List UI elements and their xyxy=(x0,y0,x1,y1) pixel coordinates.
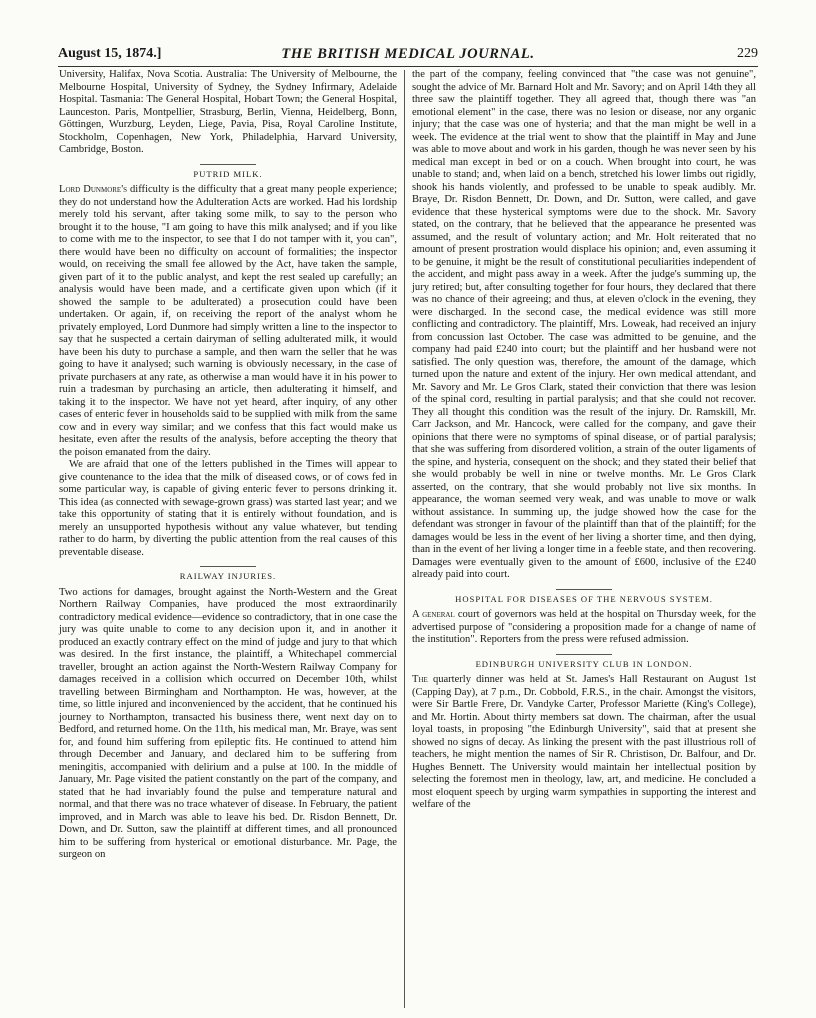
hospital-paragraph xyxy=(412,609,756,647)
section-heading-hospital: HOSPITAL FOR DISEASES OF THE NERVOUS SYSTEM. xyxy=(455,593,713,604)
lead-in-text: A general xyxy=(412,609,455,620)
lead-in-text: The xyxy=(412,674,428,685)
left-column xyxy=(59,69,397,862)
putrid-milk-paragraph-2: We are afraid that one of the letters published in the Times will appear to give countenance to the idea that the milk of diseased cows, or of cows fed in some particular way, is capable of giving enteric fever to persons drinking it. This idea (as connected with sewage-grown grass) was started last year; and we take this opportunity of stating that it is entirely without foundation, and is merely an unsupported hypothesis without any value whatever, but tending rather to do harm, by diverting the public attention from the real causes of this preventable disease. xyxy=(59,459,397,558)
paragraph-text: quarterly dinner was held at St. James's Hall Restaurant on August 1st (Capping Day), at 7 p.m., Dr. Cobbold, F.R.S., in the chair. Amongst the visitors, were Sir Bartle Frere, Dr. Vandyke Carter, Professor Mariette (King's College), and Mr. Hortin. About thirty members sat down. The chairman, after the usual loyal toasts, in proposing "the Edinburgh University", said that at present she showed no signs of decay. As linking the present with the past illustrious roll of teachers, he might mention the names of Sir R. Christison, Dr. Balfour, and Dr. Hughes Bennett. The University would maintain her intellectual position by selecting the foremost men in theology, law, art, and medicine. He concluded a most eloquent speech by urging warm sympathies in supporting the interest and welfare of the xyxy=(412,674,757,810)
section-heading-edinburgh-club: EDINBURGH UNIVERSITY CLUB IN LONDON. xyxy=(475,658,693,669)
universities-paragraph: University, Halifax, Nova Scotia. Australia: The University of Melbourne, the Melbourne Hospital, University of Sydney, the Sydney Infirmary, Adelaide Hospital. Tasmania: The General Hospital, Hobart Town; the General Hospital, Launceston. Paris, Montpellier, Strasburg, Berlin, Vienna, Heidelberg, Bonn, Göttingen, Wurzburg, Leyden, Liege, Pavia, Pisa, Royal Caroline Institute, Stockholm, Copenhagen, New York, Philadelphia, Harvard University, Cambridge, Boston. xyxy=(59,69,397,155)
page-number: 229 xyxy=(737,46,758,61)
section-divider xyxy=(200,164,256,165)
paragraph-text: difficulty is the difficulty that a great many people experience; they do not understand how the Adulteration Acts are worked. Had his lordship merely told his servant, after taking some milk, to say to the person who brought it to the house, "I am going to have this milk analysed; and if you like to come with me to the inspector, to see that I do not tamper with it, you can", there would have been no difficulty on account of formalities; the inspector would, on receiving the small fee allowed by the Act, have taken the sample, given part of it to the public analyst, and kept the rest sealed up carefully; an analysis would have been made, and a certificate given upon which (if it showed the sample to be adulterated) a prosecution could have been undertaken. Or again, if, on receiving the report of the analyst whom he privately employed, Lord Dunmore had simply written a line to the inspector to say that he suspected a certain dairyman of selling adulterated milk, it would have been his duty to purchase a sample, and then warn the seller that he was going to have it analysed; such warning is obviously necessary, in the case of private purchasers at any rate, as otherwise a man would have it in his power to ruin a tradesman by purchasing an article, then adulterating it himself, and taking it to the inspector. We have not yet heard, after inquiry, of any other cases of enteric fever in households said to be supplied with milk from the same cow and in every way similar; and we confess that this fact would make us hesitate, even after the results of the analysis, before accepting the theory that the poison emanated from the dairy. xyxy=(59,184,398,458)
paragraph-text: court of governors was held at the hospital on Thursday week, for the advertised purpose of "considering a proposition made for a change of name of the institution". Reporters from the press were refused admission. xyxy=(412,609,756,645)
right-column xyxy=(412,69,756,812)
lead-in-text: Lord Dunmore's xyxy=(59,184,127,195)
railway-injuries-paragraph: Two actions for damages, brought against the North-Western and the Great Northern Railway Companies, have produced the most extraordinarily contradictory medical evidence—evidence so contradictory, that in one case the jury was quite unable to come to any decision upon it, and in another it produced an exactly contrary effect on the mind of judge and jury to that which was desired. In the first instance, the plaintiff, a Whitechapel commercial traveller, brought an action against the North-Western Railway Company for damages received in a collision which occurred on December 10th, whilst travelling between Birmingham and Northampton. He was, however, at the time, so little injured and inconvenienced by the accident, that he continued his journey to Northampton, transacted his business there, went next day on to Bedford, and returned home. On the 11th, his medical man, Mr. Braye, was sent for, and found him suffering from epileptic fits. He continued to attend him through December and January, and declared him to be suffering from meningitis, accompanied with delirium and a pulse at 100. In the middle of January, Mr. Page visited the patient constantly on the part of the company, and stated that he had invariably found the pulse and temperature natural and normal, and that there was no trace whatever of disease. In February, the patient improved, and in March was able to leave his bed. Dr. Risdon Bennett, Dr. Down, and Dr. Sutton, saw the plaintiff at different times, and all pronounced him to be suffering from hysterical or emotional disturbance. Mr. Page, the surgeon on xyxy=(59,586,397,860)
column-divider xyxy=(404,70,405,1008)
header-rule xyxy=(58,66,758,67)
section-heading-railway-injuries: RAILWAY INJURIES. xyxy=(179,571,277,581)
putrid-milk-paragraph-1 xyxy=(59,184,397,459)
section-divider xyxy=(556,589,612,590)
page-header xyxy=(58,46,758,66)
railway-injuries-continued: the part of the company, feeling convinced that "the case was not genuine", sought the advice of Mr. Barnard Holt and Mr. Savory; and on April 14th they all three saw the plaintiff together. They all agreed that, though there was "an emotional element" in the case, there was no lesion or disease, nor any organic injury; that the case was one of hysteria; and that the man might be well in a week. The evidence at the trial went to show that the plaintiff in May and June was able to move about and work in his garden, though he was never seen by his medical man except in bed or on a couch. When brought into court, he was unable to stand; and, when laid on a bench, stretched his lower limbs out rigidly, shook his hands violently, and professed to be unable to speak audibly. Mr. Braye, Dr. Risdon Bennett, Dr. Down, and Dr. Sutton, were called, and gave evidence that these hysterical symptoms were due to the shock. Mr. Savory stated, on the contrary, that he believed that the appearance he presented was assumed, and the result of voluntary action; and Mr. Holt reiterated that no amount of present prostration would displace his opinion; and, even assuming it to be genuine, it might be the result of constitutional peculiarities independent of the accident, and might pass away in a week. After the judge's summing up, the jury retired; but, after consulting together for four hours, they declared that there was no chance of their agreeing; and thus, at eleven o'clock in the evening, they were discharged. In the second case, the medical evidence was still more conflicting and contradictory. The plaintiff, Mrs. Loweak, had received an injury from concussion last October. The case was admitted to be genuine, and the company had paid £240 into court; but the plaintiff and her husband were not satisfied. The only question was, therefore, the amount of the damage, which turned upon the nature and extent of the injury. Her own medical attendant, and Mr. Savory and Mr. Le Gros Clark, stated their conviction that there was lesion of the spinal cord, resulting in partial paralysis; and that she could not recover. They all thought this condition was the result of the injury. Dr. Ramskill, Mr. Carr Jackson, and Mr. Hancock, were called for the company, and gave their opinions that there were no symptoms of spinal disease, or of partial paralysis; that she was suffering from disordered volition, a strain of the outer ligaments of the spine, and hysteria, consequent on the shock; and they stated their belief that she would probably be well in nine or twelve months. Mr. Le Gros Clark asserted, on the contrary, that she would probably not live six months. In appearance, the woman seemed very weak, and was unable to move or walk without assistance. In summing up, the judge showed how the case for the defendant was stronger in favour of the plaintiff than that of the plaintiff; for the damages would be less in the event of her living a shorter time, and then dying, than in the event of her living a longer time in a feeble state, and then recovering. Damages were eventually given to the amount of £600, inclusive of the £240 already paid into court. xyxy=(412,69,756,580)
section-divider xyxy=(556,654,612,655)
section-divider xyxy=(200,566,256,567)
section-heading-putrid-milk: PUTRID MILK. xyxy=(193,168,263,179)
edinburgh-paragraph xyxy=(412,674,756,812)
header-date: August 15, 1874.] xyxy=(58,46,162,61)
journal-title: THE BRITISH MEDICAL JOURNAL. xyxy=(281,46,535,62)
